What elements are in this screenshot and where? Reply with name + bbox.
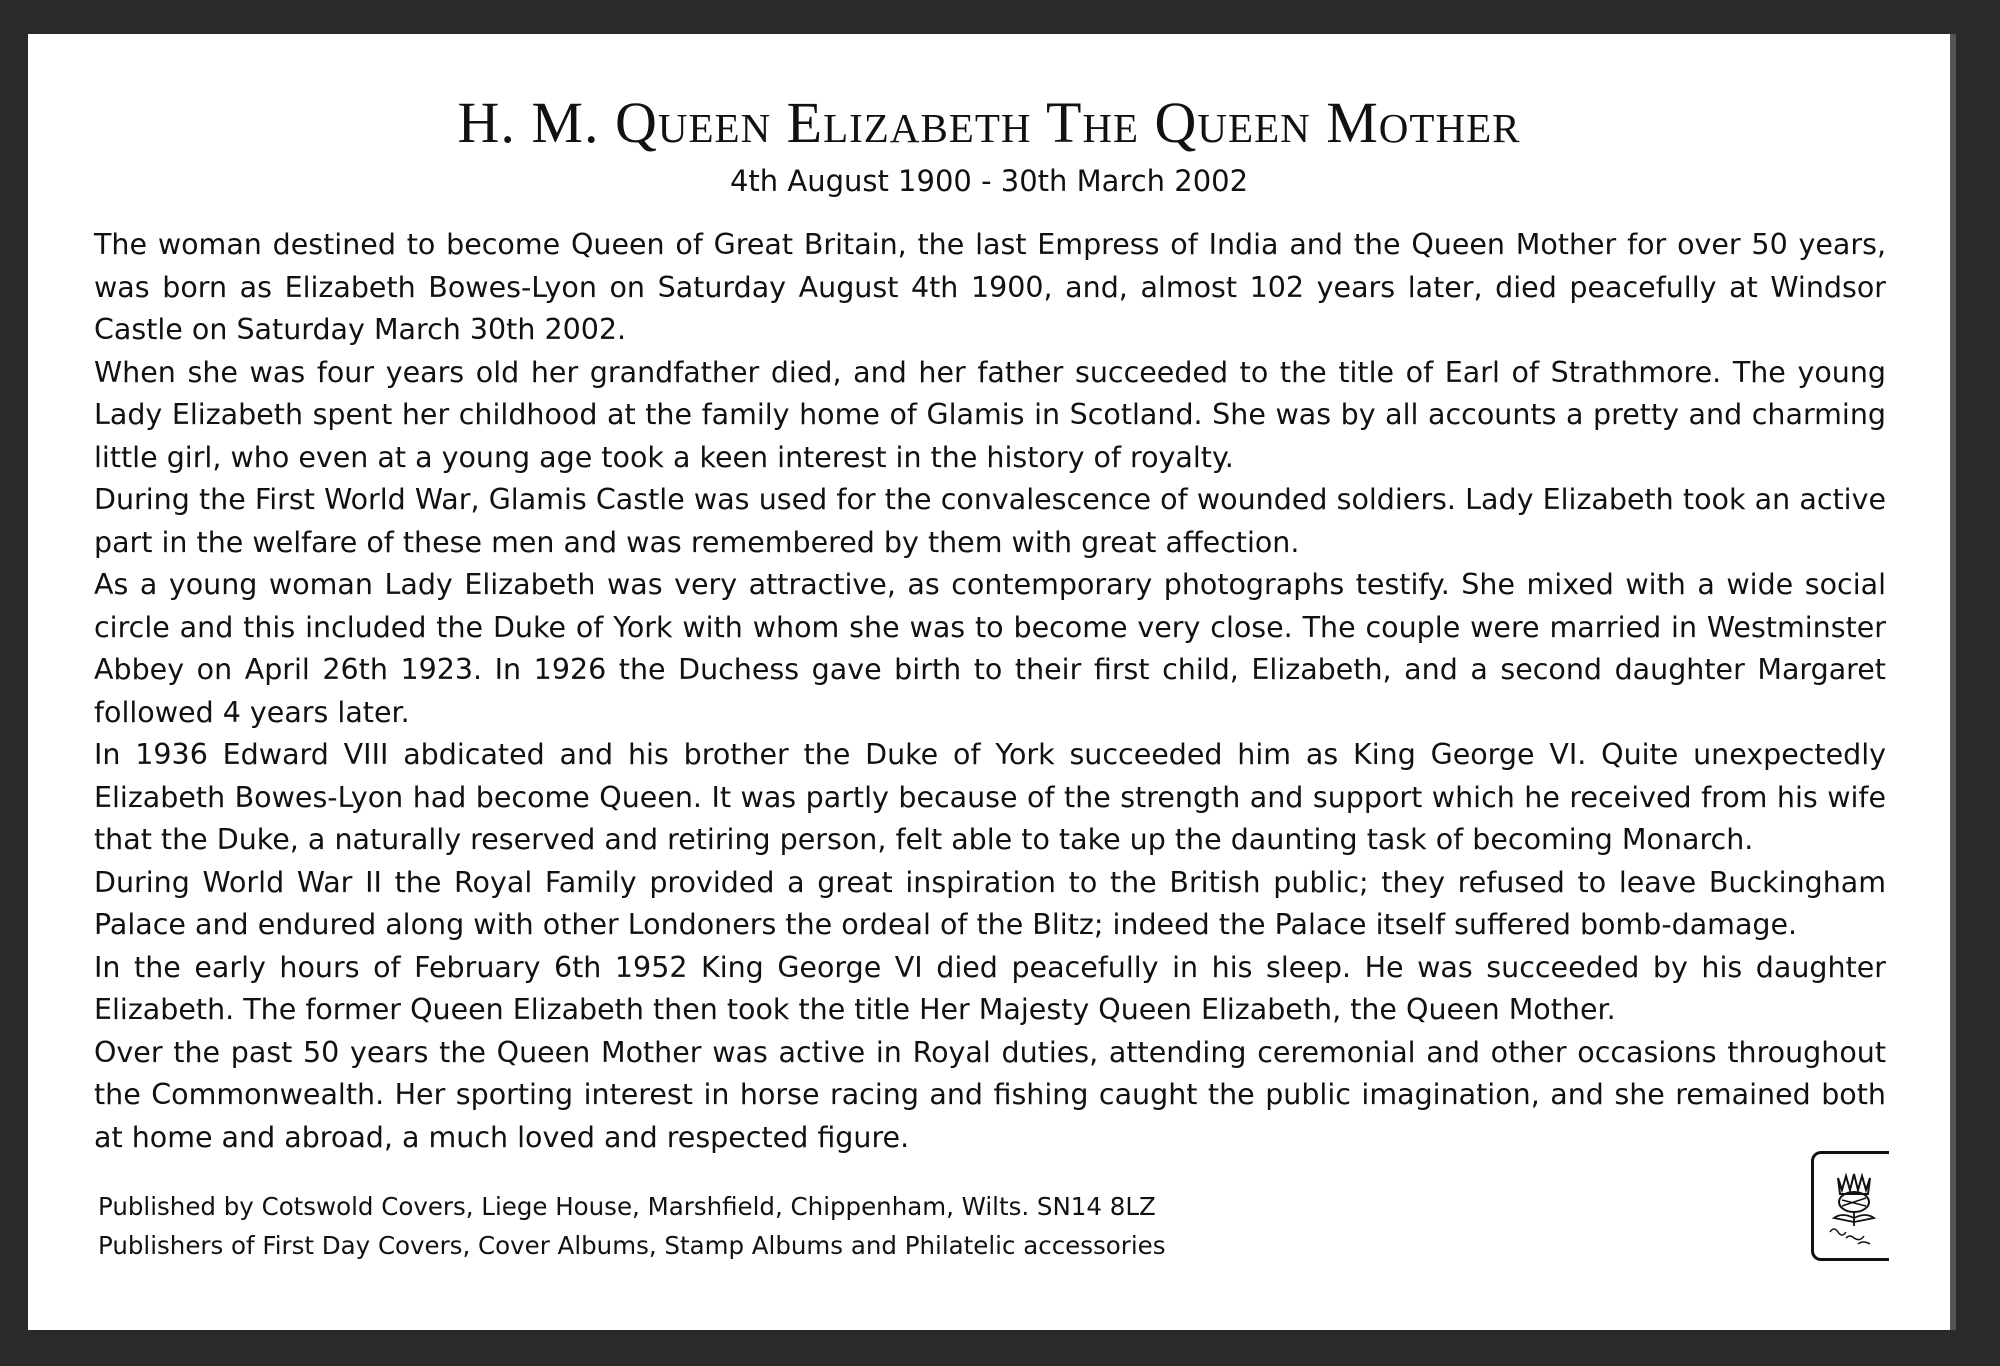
life-dates: 4th August 1900 - 30th March 2002	[729, 164, 1249, 198]
paragraph-3: During the First World War, Glamis Castle was used for the convalescence of wounded soldiers. Lady Elizabeth took an active part in the welfare of these men and was remembered by them with great affection.	[94, 483, 1886, 559]
document-title: H. M. Queen Elizabeth The Queen Mother	[457, 90, 1521, 155]
paragraph-6: During World War II the Royal Family provided a great inspiration to the British public; they refused to leave Buckingham Palace and endured along with other Londoners the ordeal of the Blitz; indeed the Palace itself suffered bomb-damage.	[94, 865, 1886, 941]
paragraph-2: When she was four years old her grandfather died, and her father succeeded to the title of Earl of Strathmore. The young Lady Elizabeth spent her childhood at the family home of Glamis in Scotland. She was by all accounts a pretty and charming little girl, who even at a young age took a keen interest in the history of royalty.	[94, 355, 1886, 474]
paragraph-8: Over the past 50 years the Queen Mother was active in Royal duties, attending ceremonial and other occasions throughout the Commonwealth. Her sporting interest in horse racing and fishing caught the public imagination, and she remained both at home and abroad, a much loved and respected figure.	[94, 1035, 1886, 1154]
paragraph-4: As a young woman Lady Elizabeth was very attractive, as contemporary photographs testify. She mixed with a wide social circle and this included the Duke of York with whom she was to become very close. The couple were married in Westminster Abbey on April 26th 1923. In 1926 the Duchess gave birth to their first child, Elizabeth, and a second daughter Margaret followed 4 years later.	[94, 568, 1886, 729]
paragraph-1: The woman destined to become Queen of Great Britain, the last Empress of India and the Queen Mother for over 50 years, was born as Elizabeth Bowes-Lyon on Saturday August 4th 1900, and, almost 102 years later, died peacefully at Windsor Castle on Saturday March 30th 2002.	[94, 228, 1886, 346]
thistle-logo-icon	[1824, 1168, 1884, 1248]
publisher-address: Published by Cotswold Covers, Liege House, Marshfield, Chippenham, Wilts. SN14 8LZ	[98, 1192, 1156, 1221]
document-body	[94, 224, 1886, 1159]
publisher-footer	[98, 1187, 1165, 1265]
publisher-description: Publishers of First Day Covers, Cover Albums, Stamp Albums and Philatelic accessories	[98, 1231, 1166, 1260]
document-card	[28, 34, 1950, 1330]
paragraph-7: In the early hours of February 6th 1952 King George VI died peacefully in his sleep. He was succeeded by his daughter Elizabeth. The former Queen Elizabeth then took the title Her Majesty Queen Elizabeth, the Queen Mother.	[94, 950, 1886, 1026]
publisher-logo	[1811, 1151, 1889, 1261]
paragraph-5: In 1936 Edward VIII abdicated and his brother the Duke of York succeeded him as King George VI. Quite unexpectedly Elizabeth Bowes-Lyon had become Queen. It was partly because of the strength and support which he received from his wife that the Duke, a naturally reserved and retiring person, felt able to take up the daunting task of becoming Monarch.	[94, 738, 1886, 856]
